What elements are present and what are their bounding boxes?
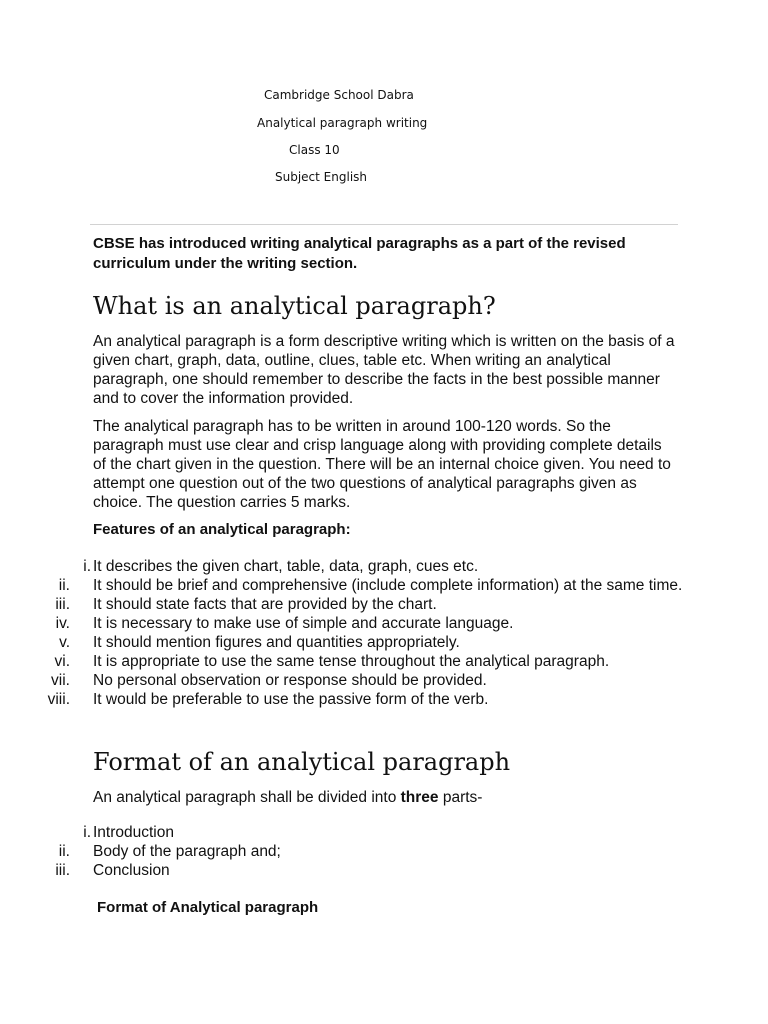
list-number: iv.	[55, 615, 70, 632]
document-topic: Analytical paragraph writing	[257, 116, 428, 130]
list-number: vii.	[51, 672, 70, 689]
list-number: vi.	[54, 653, 70, 670]
subject-label: Subject English	[275, 170, 368, 184]
features-title: Features of an analytical paragraph:	[93, 521, 351, 538]
heading-what-is: What is an analytical paragraph?	[93, 292, 496, 320]
list-item	[0, 633, 690, 652]
list-item-text: It is necessary to make use of simple and accurate language.	[93, 615, 514, 632]
list-number: ii.	[58, 843, 70, 860]
heading-format: Format of an analytical paragraph	[93, 748, 511, 776]
list-number: i.	[83, 824, 91, 841]
list-item	[0, 652, 690, 671]
list-item	[0, 842, 690, 861]
school-name: Cambridge School Dabra	[264, 88, 414, 102]
list-item-text: It should state facts that are provided by the chart.	[93, 596, 437, 613]
list-item-text: It is appropriate to use the same tense throughout the analytical paragraph.	[93, 653, 610, 670]
list-item-text: It should mention figures and quantities appropriately.	[93, 634, 460, 651]
list-item	[0, 595, 690, 614]
list-item	[0, 861, 690, 880]
list-item	[0, 823, 690, 842]
parts-intro-suffix: parts-	[438, 789, 483, 806]
list-item	[0, 557, 690, 576]
list-item-text: It describes the given chart, table, data, graph, cues etc.	[93, 558, 479, 575]
list-number: iii.	[55, 862, 70, 879]
list-item	[0, 614, 690, 633]
list-item-text: It would be preferable to use the passive form of the verb.	[93, 691, 489, 708]
list-item-text: Introduction	[93, 824, 174, 841]
definition-paragraph: An analytical paragraph is a form descriptive writing which is written on the basis of a given chart, graph, data, outline, clues, table etc. When writing an analytical paragraph, one should remember to describe the facts in the best possible manner and to cover the information provided.	[93, 333, 675, 407]
list-item-text: Conclusion	[93, 862, 170, 879]
parts-intro	[93, 788, 482, 807]
list-item	[0, 671, 690, 690]
intro-note: CBSE has introduced writing analytical paragraphs as a part of the revised curriculum under the writing section.	[93, 235, 626, 272]
list-item	[0, 576, 690, 595]
parts-list	[0, 823, 690, 880]
list-number: v.	[59, 634, 70, 651]
list-item-text: It should be brief and comprehensive (include complete information) at the same time.	[93, 577, 683, 594]
list-number: viii.	[47, 691, 70, 708]
word-limit-paragraph: The analytical paragraph has to be written in around 100-120 words. So the paragraph must use clear and crisp language along with providing complete details of the chart given in the question. There will be an internal choice given. You need to attempt one question out of the two questions of analytical paragraphs given as choice. The question carries 5 marks.	[93, 418, 671, 511]
features-list	[0, 557, 690, 709]
list-item-text: Body of the paragraph and;	[93, 843, 281, 860]
parts-intro-text: An analytical paragraph shall be divided into	[93, 789, 401, 806]
format-title: Format of Analytical paragraph	[97, 899, 319, 916]
horizontal-divider	[90, 224, 678, 225]
list-item-text: No personal observation or response should be provided.	[93, 672, 487, 689]
list-number: iii.	[55, 596, 70, 613]
list-number: i.	[83, 558, 91, 575]
list-number: ii.	[58, 577, 70, 594]
class-label: Class 10	[289, 143, 340, 157]
list-item	[0, 690, 690, 709]
parts-count: three	[400, 789, 439, 806]
